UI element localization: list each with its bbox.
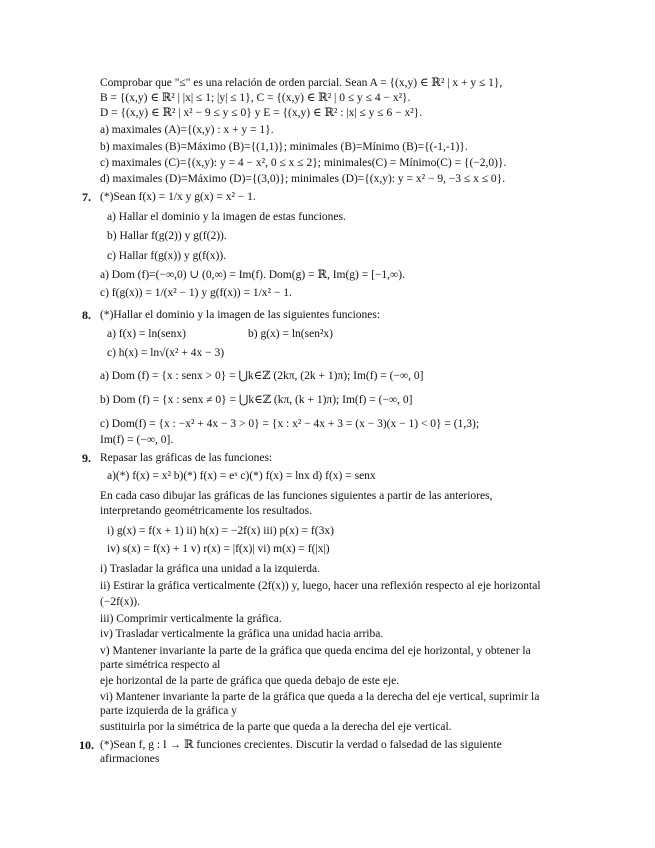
ex9-answer-iv: iv) Trasladar verticalmente la gráfica una unidad hacia arriba. <box>100 628 384 640</box>
ex9-transforms-row-1: i) g(x) = f(x + 1) ii) h(x) = −2f(x) iii) p(x) = f(3x) <box>107 525 334 537</box>
ex9-answer-v-line-3: eje horizontal de la parte de gráfica que queda debajo de este eje. <box>100 675 400 687</box>
ex8-answer-b: b) Dom (f) = {x : senx ≠ 0} = ⋃k∈ℤ (kπ, (k + 1)π); Im(f) = (−∞, 0] <box>100 394 413 406</box>
ex9-answer-ii-line-1: ii) Estirar la gráfica verticalmente (2f(x)) y, luego, hacer una reflexión respecto al eje horizontal <box>100 580 541 592</box>
ex6-answer-d: d) maximales (D)=Máximo (D)={(3,0)}; minimales (D)={(x,y): y = x² − 9, −3 ≤ x ≤ 0}. <box>100 173 506 185</box>
ex9-answer-v-line-2: parte simétrica respecto al <box>100 659 221 671</box>
ex9-paragraph-line-1: En cada caso dibujar las gráficas de las funciones siguientes a partir de las anteriores, <box>100 490 493 502</box>
ex6-answer-c: c) maximales (C)={(x,y): y = 4 − x², 0 ≤ x ≤ 2}; minimales(C) = Mínimo(C) = {(−2,0)}. <box>100 157 507 169</box>
ex8-function-a: a) f(x) = ln(senx) <box>107 328 186 340</box>
ex8-function-c: c) h(x) = ln√(x² + 4x − 3) <box>107 347 225 359</box>
ex7-answer-c: c) f(g(x)) = 1/(x² − 1) y g(f(x)) = 1/x² − 1. <box>100 287 292 299</box>
ex7-question-b: b) Hallar f(g(2)) y g(f(2)). <box>107 230 227 242</box>
ex8-answer-c-line-1: c) Dom(f) = {x : −x² + 4x − 3 > 0} = {x : x² − 4x + 3 = (x − 3)(x − 1) < 0} = (1,3); <box>100 418 480 430</box>
ex9-statement: Repasar las gráficas de las funciones: <box>100 452 273 464</box>
ex9-paragraph-line-2: interpretando geométricamente los resultados. <box>100 505 313 517</box>
ex8-answer-c-line-2: Im(f) = (−∞, 0]. <box>100 434 174 446</box>
ex9-answer-vi-line-3: sustituirla por la simétrica de la parte que queda a la derecha del eje vertical. <box>100 721 452 733</box>
ex7-statement: (*)Sean f(x) = 1/x y g(x) = x² − 1. <box>100 191 256 203</box>
ex8-statement: (*)Hallar el dominio y la imagen de las siguientes funciones: <box>100 309 381 321</box>
ex9-answer-vi-line-1: vi) Mantener invariante la parte de la gráfica que queda a la derecha del eje vertical, suprimir la <box>100 691 540 703</box>
ex6-statement-line-3: D = {(x,y) ∈ ℝ² | x² − 9 ≤ y ≤ 0} y E = {(x,y) ∈ ℝ² : |x| ≤ y ≤ 6 − x²}. <box>100 107 423 119</box>
ex9-answer-v-line-1: v) Mantener invariante la parte de la gráfica que queda encima del eje horizontal, y obtener la <box>100 645 531 657</box>
ex8-answer-a: a) Dom (f) = {x : senx > 0} = ⋃k∈ℤ (2kπ, (2k + 1)π); Im(f) = (−∞, 0] <box>100 370 424 382</box>
ex9-functions: a)(*) f(x) = x² b)(*) f(x) = eˣ c)(*) f(x) = lnx d) f(x) = senx <box>107 470 376 482</box>
ex6-statement-line-2: B = {(x,y) ∈ ℝ² | |x| ≤ 1; |y| ≤ 1}, C = {(x,y) ∈ ℝ² | 0 ≤ y ≤ 4 − x²}. <box>100 92 411 104</box>
ex9-answer-iii: iii) Comprimir verticalmente la gráfica. <box>100 613 282 625</box>
ex6-statement-line-1: Comprobar que "≤" es una relación de orden parcial. Sean A = {(x,y) ∈ ℝ² | x + y ≤ 1}, <box>100 77 503 89</box>
ex10-statement-line-2: afirmaciones <box>100 753 160 765</box>
ex10-statement-line-1: (*)Sean f, g : I → ℝ funciones crecientes. Discutir la verdad o falsedad de las siguiente <box>100 739 502 751</box>
ex9-transforms-row-2: iv) s(x) = f(x) + 1 v) r(x) = |f(x)| vi) m(x) = f(|x|) <box>107 543 330 555</box>
exercise-number: 9. <box>82 451 91 465</box>
ex6-answer-a: a) maximales (A)={(x,y) : x + y = 1}. <box>100 124 274 136</box>
ex9-answer-ii-line-2: (−2f(x)). <box>100 596 141 608</box>
ex6-answer-b: b) maximales (B)=Máximo (B)={(1,1)}; minimales (B)=Mínimo (B)={(-1,-1)}. <box>100 141 468 153</box>
ex7-answer-a: a) Dom (f)=(−∞,0) ∪ (0,∞) = Im(f). Dom(g) = ℝ, Im(g) = [−1,∞). <box>100 269 405 281</box>
exercise-number: 10. <box>79 738 94 752</box>
ex8-function-b: b) g(x) = ln(sen²x) <box>248 328 333 340</box>
exercise-number: 8. <box>82 308 91 322</box>
exercise-number: 7. <box>82 190 91 204</box>
ex9-answer-i: i) Trasladar la gráfica una unidad a la izquierda. <box>100 563 321 575</box>
ex7-question-a: a) Hallar el dominio y la imagen de estas funciones. <box>107 211 346 223</box>
ex7-question-c: c) Hallar f(g(x)) y g(f(x)). <box>107 250 227 262</box>
ex9-answer-vi-line-2: parte izquierda de la gráfica y <box>100 705 237 717</box>
